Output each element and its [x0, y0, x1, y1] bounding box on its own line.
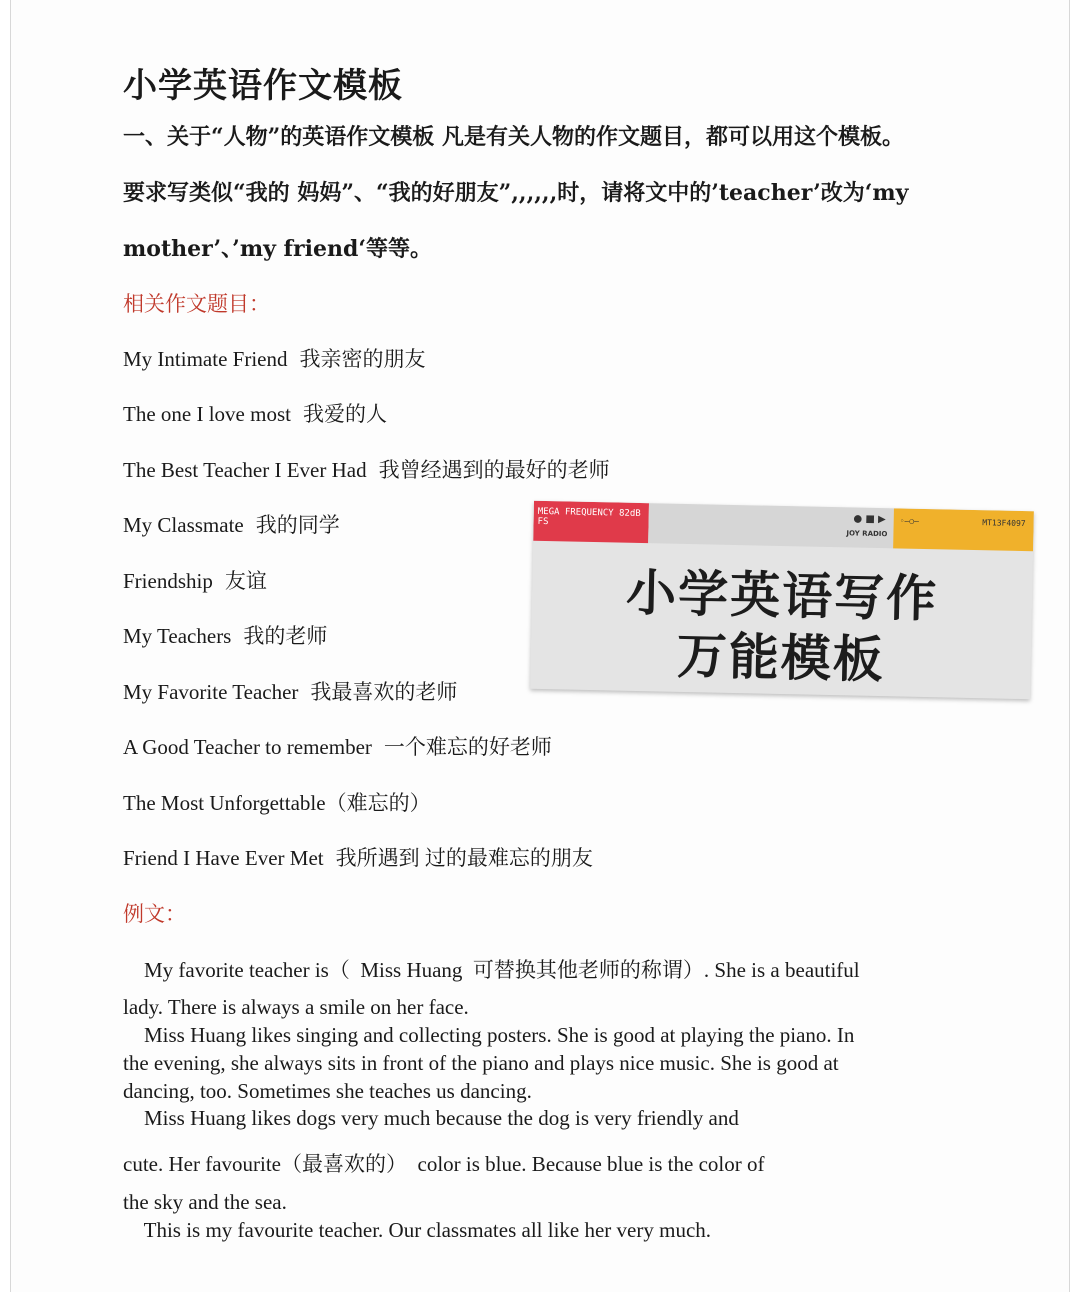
topic-en: My Intimate Friend	[123, 347, 288, 371]
topic-en: The Best Teacher I Ever Had	[123, 458, 367, 482]
topic-item	[123, 343, 425, 373]
intro-line-3: mother’、’my friend‘等等。	[123, 236, 432, 262]
topic-item	[123, 842, 593, 872]
banner-title-line-1: 小学英语写作	[625, 563, 939, 629]
example-line: the sky and the sea.	[123, 1190, 287, 1214]
topic-cn: 我的老师	[243, 624, 328, 648]
topic-item	[123, 565, 267, 595]
topic-en: My Favorite Teacher	[123, 680, 299, 704]
strip-left-label: MEGA FREQUENCY 82dB FS	[533, 501, 649, 543]
example-line: This is my favourite teacher. Our classmates all like her very much.	[123, 1218, 712, 1242]
related-topics-heading: 相关作文题目：	[123, 292, 270, 316]
topic-cn: 我亲密的朋友	[299, 347, 426, 371]
topic-cn: 我曾经遇到的最好的老师	[378, 458, 610, 482]
knob-icon: ● ■ ▶	[853, 513, 886, 526]
topic-item	[123, 509, 340, 539]
topic-item	[123, 398, 387, 428]
topic-item	[123, 676, 457, 706]
topic-cn: 一个难忘的好老师	[383, 735, 552, 759]
topic-item	[123, 454, 610, 484]
topic-en: The one I love most	[123, 402, 291, 426]
topic-cn: 我最喜欢的老师	[310, 680, 458, 704]
topic-cn: 我爱的人	[302, 402, 387, 426]
strip-right	[893, 508, 1034, 551]
topic-item	[123, 731, 552, 761]
title-banner-overlay	[530, 501, 1034, 699]
strip-middle	[648, 503, 894, 548]
slider-icon: ◦—○—	[899, 516, 920, 526]
topic-item	[123, 620, 327, 650]
strip-right-label: MT13F4097	[982, 518, 1026, 529]
topic-item	[123, 787, 443, 817]
topic-en: Friendship	[123, 569, 213, 593]
example-line: cute. Her favourite（最喜欢的） color is blue. Because blue is the color of	[123, 1152, 765, 1176]
topic-cn: 我所遇到 过的最难忘的朋友	[335, 846, 593, 870]
example-line: Miss Huang likes singing and collecting posters. She is good at playing the piano. In	[123, 1023, 855, 1047]
banner-title-line-2: 万能模板	[676, 626, 886, 690]
topic-en: Friend I Have Ever Met	[123, 846, 324, 870]
topic-cn: 友谊	[224, 569, 267, 593]
topic-en: A Good Teacher to remember	[123, 735, 372, 759]
example-heading: 例文：	[123, 902, 186, 926]
example-line: the evening, she always sits in front of the piano and plays nice music. She is good at	[123, 1051, 839, 1075]
example-line: Miss Huang likes dogs very much because the dog is very friendly and	[123, 1106, 739, 1130]
intro-line-1: 一、关于“人物”的英语作文模板 凡是有关人物的作文题目，都可以用这个模板。	[123, 124, 904, 150]
document-title: 小学英语作文模板	[123, 66, 403, 106]
topic-cn: 我的同学	[255, 513, 340, 537]
example-line: dancing, too. Sometimes she teaches us dancing.	[123, 1079, 532, 1103]
intro-line-2: 要求写类似“我的 妈妈”、“我的好朋友”,,,,,,时，请将文中的’teacher’改为‘my	[123, 180, 909, 206]
topic-en: The Most Unforgettable（难忘的）	[123, 791, 431, 815]
example-line: My favorite teacher is（ Miss Huang 可替换其他老师的称谓）. She is a beautiful	[123, 958, 860, 982]
topic-en: My Classmate	[123, 513, 244, 537]
example-line: lady. There is always a smile on her face.	[123, 995, 469, 1019]
topic-en: My Teachers	[123, 624, 232, 648]
strip-middle-label: JOY RADIO	[846, 529, 888, 539]
